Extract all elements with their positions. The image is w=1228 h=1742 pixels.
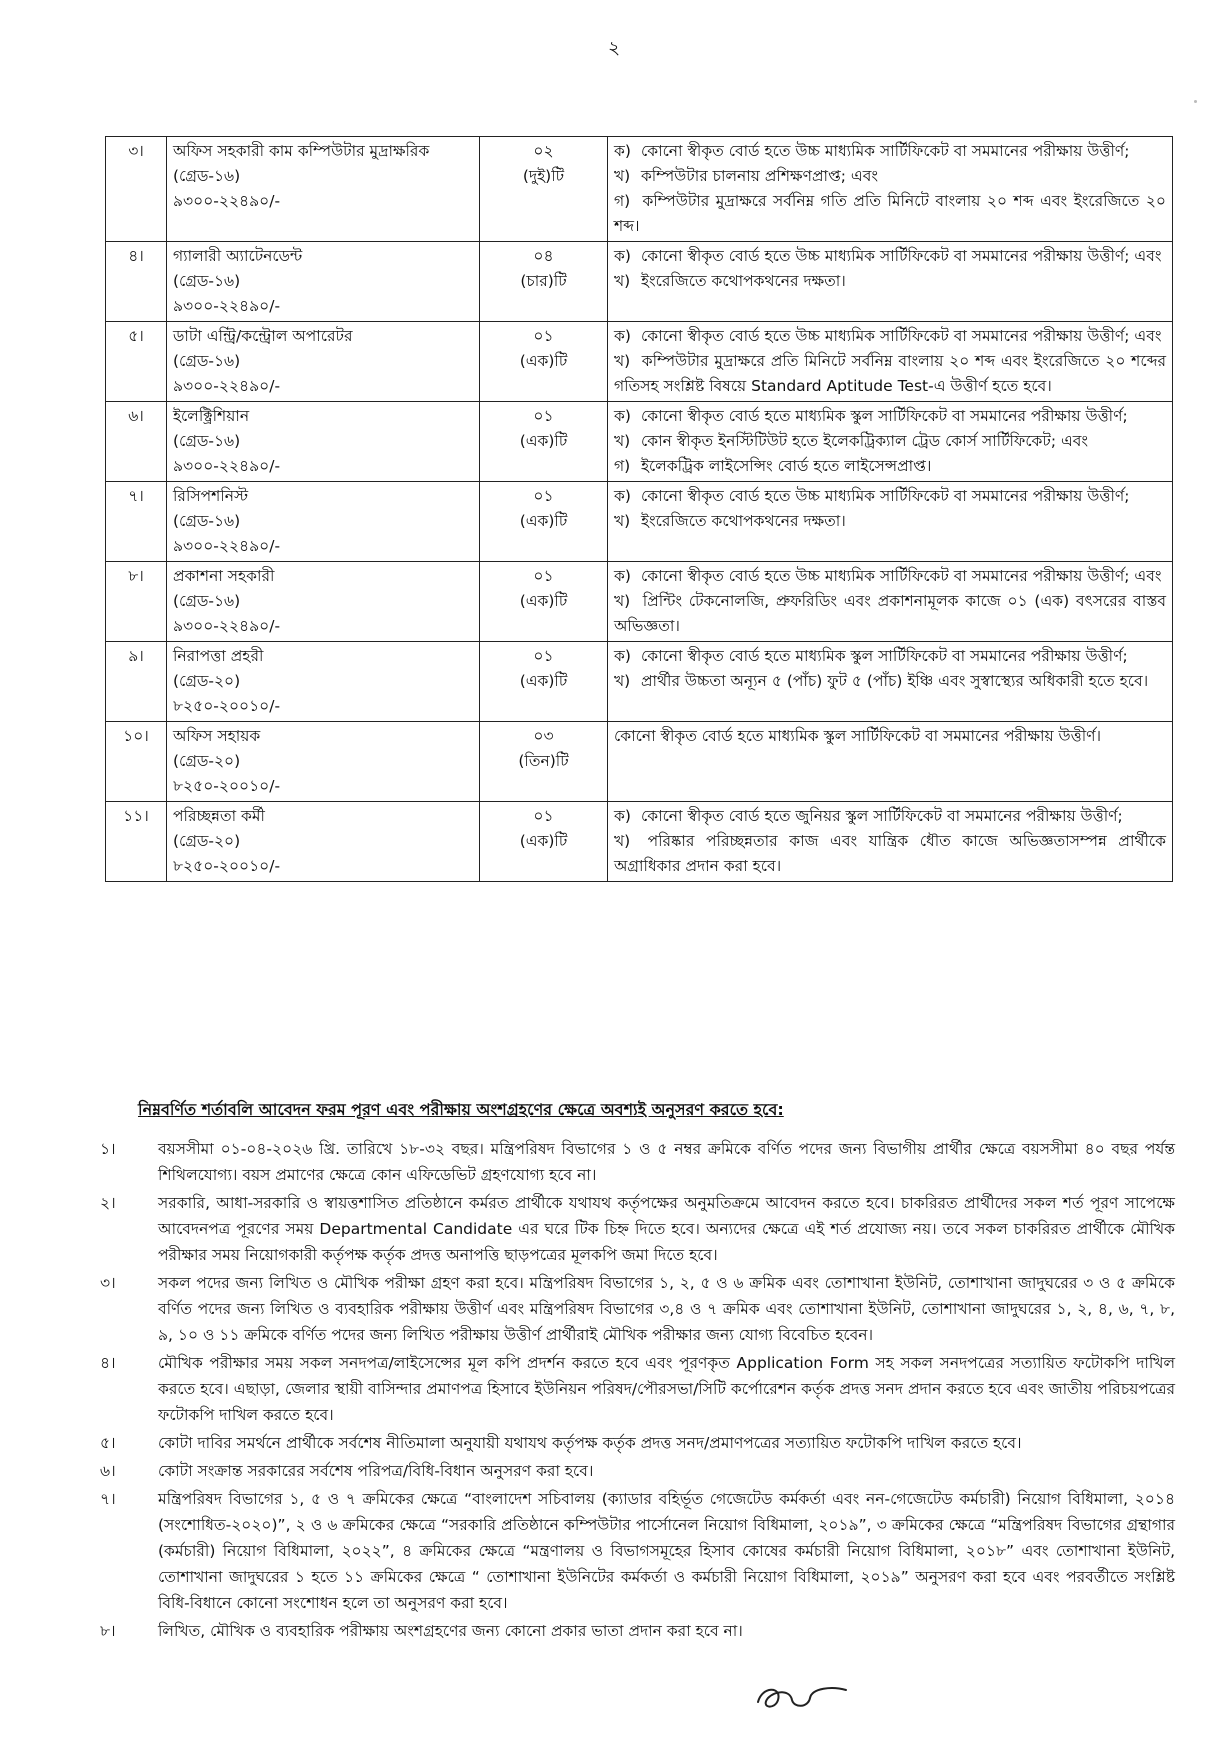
condition-text: সরকারি, আধা-সরকারি ও স্বায়ত্তশাসিত প্রতিষ্ঠানে কর্মরত প্রার্থীকে যথাযথ কর্তৃপক্ষের অনুমতিক্রমে আবেদন করতে হবে। চাকরিরত প্রার্থীদের সকল শর্ত পূরণ সাপেক্ষে আবেদনপত্র পূরণের সময় Departmental Candidate এর ঘরে টিক চিহ্ন দিতে হবে। অন্যদের ক্ষেত্রে এই শর্ত প্রযোজ্য নয়। তবে সকল চাকরিরত প্রার্থীকে মৌখিক পরীক্ষার সময় নিয়োগকারী কর্তৃপক্ষ কর্তৃক প্রদত্ত অনাপত্তি ছাড়পত্রের মূলকপি জমা দিতে হবে। <box>158 1194 1175 1264</box>
table-row <box>106 482 1173 562</box>
post-grade: (গ্রেড-১৬) <box>173 167 241 185</box>
qualification-text: কোনো স্বীকৃত বোর্ড হতে মাধ্যমিক স্কুল সার্টিফিকেট বা সমমানের পরীক্ষায় উত্তীর্ণ; <box>640 647 1128 665</box>
qualification-item <box>614 484 1166 509</box>
post-cell <box>167 137 480 242</box>
post-count-cell <box>480 322 608 402</box>
post-count: ০১ <box>533 647 554 665</box>
qualification-marker: খ) <box>614 432 631 450</box>
pay-scale: ৯৩০০-২২৪৯০/- <box>173 377 281 395</box>
post-cell <box>167 482 480 562</box>
qualification-item <box>614 589 1166 639</box>
qualification-cell <box>608 562 1173 642</box>
qualification-text: কোনো স্বীকৃত বোর্ড হতে মাধ্যমিক স্কুল সার্টিফিকেট বা সমমানের পরীক্ষায় উত্তীর্ণ। <box>614 727 1102 745</box>
condition-number: ৪। <box>100 1354 116 1372</box>
serial-number: ৬। <box>106 402 167 482</box>
qualification-marker: খ) <box>614 832 631 850</box>
post-cell <box>167 242 480 322</box>
posts-table <box>105 136 1173 882</box>
qualification-item <box>614 429 1166 454</box>
post-count-words: (তিন)টি <box>518 752 569 770</box>
qualification-cell <box>608 642 1173 722</box>
post-grade: (গ্রেড-১৬) <box>173 432 241 450</box>
condition-number: ৬। <box>100 1462 116 1480</box>
condition-text: সকল পদের জন্য লিখিত ও মৌখিক পরীক্ষা গ্রহণ করা হবে। মন্ত্রিপরিষদ বিভাগের ১, ২, ৫ ও ৬ ক্রমিক এবং তোশাখানা ইউনিট, তোশাখানা জাদুঘরের ৩ ও ৫ ক্রমিকে বর্ণিত পদের জন্য লিখিত ও ব্যবহারিক পরীক্ষায় উত্তীর্ণ এবং মন্ত্রিপরিষদ বিভাগের ৩,৪ ও ৭ ক্রমিক এবং তোশাখানা ইউনিট, তোশাখানা জাদুঘরের ১, ২, ৪, ৬, ৭, ৮, ৯, ১০ ও ১১ ক্রমিকে বর্ণিত পদের জন্য লিখিত পরীক্ষায় উত্তীর্ণ প্রার্থীরাই মৌখিক পরীক্ষার জন্য যোগ্য বিবেচিত হবেন। <box>158 1274 1175 1344</box>
condition-text: কোটা দাবির সমর্থনে প্রার্থীকে সর্বশেষ নীতিমালা অনুযায়ী যথাযথ কর্তৃপক্ষ কর্তৃক প্রদত্ত সনদ/প্রমাণপত্রের সত্যায়িত ফটোকপি দাখিল করতে হবে। <box>158 1434 1022 1452</box>
post-count-cell <box>480 137 608 242</box>
post-cell <box>167 402 480 482</box>
condition-text: লিখিত, মৌখিক ও ব্যবহারিক পরীক্ষায় অংশগ্রহণের জন্য কোনো প্রকার ভাতা প্রদান করা হবে না। <box>158 1622 743 1640</box>
qualification-marker: ক) <box>614 647 631 665</box>
qualification-item <box>614 509 1166 534</box>
qualification-item <box>614 139 1166 164</box>
post-grade: (গ্রেড-১৬) <box>173 592 241 610</box>
post-count: ০১ <box>533 407 554 425</box>
serial-number: ৩। <box>106 137 167 242</box>
post-count-words: (এক)টি <box>519 592 568 610</box>
qualification-text: কম্পিউটার মুদ্রাক্ষরে সর্বনিম্ন গতি প্রতি মিনিটে বাংলায় ২০ শব্দ এবং ইংরেজিতে ২০ শব্দ। <box>614 192 1166 235</box>
qualification-item <box>614 189 1166 239</box>
condition-number: ৮। <box>100 1622 116 1640</box>
post-title: রিসিপশনিস্ট <box>173 487 249 505</box>
post-count-words: (চার)টি <box>520 272 567 290</box>
post-title: পরিচ্ছন্নতা কর্মী <box>173 807 265 825</box>
qualification-item <box>614 349 1166 399</box>
table-row <box>106 642 1173 722</box>
table-row <box>106 802 1173 882</box>
qualification-marker: ক) <box>614 407 631 425</box>
qualification-text: কোনো স্বীকৃত বোর্ড হতে উচ্চ মাধ্যমিক সার্টিফিকেট বা সমমানের পরীক্ষায় উত্তীর্ণ; এবং <box>640 567 1162 585</box>
condition-item <box>100 1136 1175 1188</box>
post-count-words: (এক)টি <box>519 432 568 450</box>
post-count-cell <box>480 642 608 722</box>
table-row <box>106 562 1173 642</box>
pay-scale: ৯৩০০-২২৪৯০/- <box>173 457 281 475</box>
qualification-marker: ক) <box>614 142 631 160</box>
qualification-text: ইংরেজিতে কথোপকথনের দক্ষতা। <box>640 512 846 530</box>
qualification-cell <box>608 322 1173 402</box>
qualification-text: কোনো স্বীকৃত বোর্ড হতে জুনিয়র স্কুল সার্টিফিকেট বা সমমানের পরীক্ষায় উত্তীর্ণ; <box>640 807 1123 825</box>
post-count-cell <box>480 242 608 322</box>
post-cell <box>167 562 480 642</box>
qualification-marker: ক) <box>614 567 631 585</box>
condition-item <box>100 1270 1175 1348</box>
page-number: ২ <box>607 37 621 59</box>
qualification-text: কম্পিউটার মুদ্রাক্ষরে প্রতি মিনিটে সর্বনিম্ন বাংলায় ২০ শব্দ এবং ইংরেজিতে ২০ শব্দের গতিসহ সংশ্লিষ্ট বিষয়ে Standard Aptitude Test-এ উত্তীর্ণ হতে হবে। <box>614 352 1166 395</box>
serial-number: ৫। <box>106 322 167 402</box>
qualification-item <box>614 644 1166 669</box>
post-count-cell <box>480 722 608 802</box>
qualification-cell <box>608 722 1173 802</box>
qualification-marker: ক) <box>614 807 631 825</box>
condition-item <box>100 1190 1175 1268</box>
serial-number: ৭। <box>106 482 167 562</box>
post-title: প্রকাশনা সহকারী <box>173 567 275 585</box>
post-grade: (গ্রেড-১৬) <box>173 272 241 290</box>
pay-scale: ৯৩০০-২২৪৯০/- <box>173 617 281 635</box>
post-grade: (গ্রেড-১৬) <box>173 352 241 370</box>
table-row <box>106 242 1173 322</box>
post-grade: (গ্রেড-২০) <box>173 832 241 850</box>
conditions-list <box>100 1136 1175 1646</box>
scan-speck <box>1194 100 1197 103</box>
qualification-text: কোনো স্বীকৃত বোর্ড হতে মাধ্যমিক স্কুল সার্টিফিকেট বা সমমানের পরীক্ষায় উত্তীর্ণ; <box>640 407 1128 425</box>
condition-number: ৫। <box>100 1434 116 1452</box>
qualification-item <box>614 829 1166 879</box>
condition-item <box>100 1430 1175 1456</box>
qualification-item <box>614 564 1166 589</box>
conditions-heading: নিম্নবর্ণিত শর্তাবলি আবেদন ফরম পূরণ এবং পরীক্ষায় অংশগ্রহণের ক্ষেত্রে অবশ্যই অনুসরণ করতে হবে: <box>138 1100 784 1119</box>
qualification-text: প্রিন্টিং টেকনোলজি, প্রুফরিডিং এবং প্রকাশনামূলক কাজে ০১ (এক) বৎসরের বাস্তব অভিজ্ঞতা। <box>614 592 1166 635</box>
qualification-marker: খ) <box>614 592 631 610</box>
qualification-marker: খ) <box>614 352 631 370</box>
qualification-item <box>614 244 1166 269</box>
qualification-item <box>614 454 1166 479</box>
posts-table-body <box>106 137 1173 882</box>
qualification-text: পরিষ্কার পরিচ্ছন্নতার কাজ এবং যান্ত্রিক ধৌত কাজে অভিজ্ঞতাসম্পন্ন প্রার্থীকে অগ্রাধিকার প্রদান করা হবে। <box>614 832 1166 875</box>
qualification-cell <box>608 802 1173 882</box>
post-cell <box>167 802 480 882</box>
table-row <box>106 322 1173 402</box>
post-count: ০২ <box>533 142 554 160</box>
condition-item <box>100 1618 1175 1644</box>
qualification-text: কোনো স্বীকৃত বোর্ড হতে উচ্চ মাধ্যমিক সার্টিফিকেট বা সমমানের পরীক্ষায় উত্তীর্ণ; এবং <box>640 327 1162 345</box>
post-count-words: (এক)টি <box>519 672 568 690</box>
post-count-cell <box>480 562 608 642</box>
qualification-cell <box>608 137 1173 242</box>
condition-number: ৭। <box>100 1490 116 1508</box>
qualification-text: কোনো স্বীকৃত বোর্ড হতে উচ্চ মাধ্যমিক সার্টিফিকেট বা সমমানের পরীক্ষায় উত্তীর্ণ; <box>640 142 1130 160</box>
post-count: ০৪ <box>533 247 554 265</box>
post-count-words: (এক)টি <box>519 352 568 370</box>
condition-number: ১। <box>100 1140 116 1158</box>
qualification-marker: গ) <box>614 192 631 210</box>
qualification-item <box>614 724 1166 749</box>
qualification-marker: খ) <box>614 167 631 185</box>
qualification-text: ইলেকট্রিক লাইসেন্সিং বোর্ড হতে লাইসেন্সপ্রাপ্ত। <box>640 457 932 475</box>
post-count: ০১ <box>533 567 554 585</box>
post-count-cell <box>480 482 608 562</box>
qualification-text: কোন স্বীকৃত ইনস্টিটিউট হতে ইলেকট্রিক্যাল ট্রেড কোর্স সার্টিফিকেট; এবং <box>640 432 1089 450</box>
post-cell <box>167 722 480 802</box>
qualification-item <box>614 804 1166 829</box>
post-count-words: (এক)টি <box>519 832 568 850</box>
serial-number: ৪। <box>106 242 167 322</box>
condition-text: মৌখিক পরীক্ষার সময় সকল সনদপত্র/লাইসেন্সের মূল কপি প্রদর্শন করতে হবে এবং পূরণকৃত Application Form সহ সকল সনদপত্রের সত্যায়িত ফটোকপি দাখিল করতে হবে। এছাড়া, জেলার স্থায়ী বাসিন্দার প্রমাণপত্র হিসাবে ইউনিয়ন পরিষদ/পৌরসভা/সিটি কর্পোরেশন কর্তৃক প্রদত্ত সনদ প্রদান করতে হবে এবং জাতীয় পরিচয়পত্রের ফটোকপি দাখিল করতে হবে। <box>158 1354 1175 1424</box>
condition-item <box>100 1458 1175 1484</box>
condition-number: ২। <box>100 1194 116 1212</box>
post-count-words: (দুই)টি <box>522 167 565 185</box>
condition-text: বয়সসীমা ০১-০৪-২০২৬ খ্রি. তারিখে ১৮-৩২ বছর। মন্ত্রিপরিষদ বিভাগের ১ ও ৫ নম্বর ক্রমিকে বর্ণিত পদের জন্য বিভাগীয় প্রার্থীর ক্ষেত্রে বয়সসীমা ৪০ বছর পর্যন্ত শিথিলযোগ্য। বয়স প্রমাণের ক্ষেত্রে কোন এফিডেভিট গ্রহণযোগ্য হবে না। <box>158 1140 1175 1184</box>
qualification-item <box>614 164 1166 189</box>
post-grade: (গ্রেড-২০) <box>173 752 241 770</box>
table-row <box>106 722 1173 802</box>
post-cell <box>167 322 480 402</box>
condition-text: কোটা সংক্রান্ত সরকারের সর্বশেষ পরিপত্র/বিধি-বিধান অনুসরণ করা হবে। <box>158 1462 594 1480</box>
pay-scale: ৮২৫০-২০০১০/- <box>173 857 281 875</box>
serial-number: ১১। <box>106 802 167 882</box>
condition-item <box>100 1350 1175 1428</box>
pay-scale: ৮২৫০-২০০১০/- <box>173 777 281 795</box>
post-count: ০১ <box>533 327 554 345</box>
table-row <box>106 402 1173 482</box>
qualification-text: কম্পিউটার চালনায় প্রশিক্ষণপ্রাপ্ত; এবং <box>640 167 879 185</box>
qualification-text: প্রার্থীর উচ্চতা অন্যূন ৫ (পাঁচ) ফুট ৫ (পাঁচ) ইঞ্চি এবং সুস্বাস্থ্যের অধিকারী হতে হবে। <box>640 672 1149 690</box>
post-grade: (গ্রেড-২০) <box>173 672 241 690</box>
serial-number: ৯। <box>106 642 167 722</box>
post-count-cell <box>480 402 608 482</box>
table-row <box>106 137 1173 242</box>
qualification-marker: খ) <box>614 272 631 290</box>
post-title: গ্যালারী অ্যাটেনডেন্ট <box>173 247 303 265</box>
pay-scale: ৯৩০০-২২৪৯০/- <box>173 192 281 210</box>
serial-number: ৮। <box>106 562 167 642</box>
qualification-cell <box>608 242 1173 322</box>
qualification-text: কোনো স্বীকৃত বোর্ড হতে উচ্চ মাধ্যমিক সার্টিফিকেট বা সমমানের পরীক্ষায় উত্তীর্ণ; এবং <box>640 247 1162 265</box>
post-count-words: (এক)টি <box>519 512 568 530</box>
qualification-item <box>614 324 1166 349</box>
qualification-item <box>614 404 1166 429</box>
qualification-text: ইংরেজিতে কথোপকথনের দক্ষতা। <box>640 272 846 290</box>
post-title: নিরাপত্তা প্রহরী <box>173 647 264 665</box>
qualification-marker: খ) <box>614 672 631 690</box>
condition-text: মন্ত্রিপরিষদ বিভাগের ১, ৫ ও ৭ ক্রমিকের ক্ষেত্রে “বাংলাদেশ সচিবালয় (ক্যাডার বহির্ভূত গেজেটেড কর্মকর্তা এবং নন-গেজেটেড কর্মচারী) নিয়োগ বিধিমালা, ২০১৪ (সংশোধিত-২০২০)”, ২ ও ৬ ক্রমিকের ক্ষেত্রে “সরকারি প্রতিষ্ঠানে কম্পিউটার পার্সোনেল নিয়োগ বিধিমালা, ২০১৯”, ৩ ক্রমিকের ক্ষেত্রে “মন্ত্রিপরিষদ বিভাগের গ্রন্থাগার (কর্মচারী) নিয়োগ বিধিমালা, ২০২২”, ৪ ক্রমিকের ক্ষেত্রে “মন্ত্রণালয় ও বিভাগসমূহের হিসাব কোষের কর্মচারী নিয়োগ বিধিমালা, ২০১৮” এবং তোশাখানা ইউনিট, তোশাখানা জাদুঘরের ১ হতে ১১ ক্রমিকের ক্ষেত্রে “ তোশাখানা ইউনিটের কর্মকর্তা ও কর্মচারী নিয়োগ বিধিমালা, ২০১৯” অনুসরণ করা হবে এবং পরবর্তীতে সংশ্লিষ্ট বিধি-বিধানে কোনো সংশোধন হলে তা অনুসরণ করা হবে। <box>158 1490 1175 1612</box>
qualification-cell <box>608 482 1173 562</box>
qualification-marker: গ) <box>614 457 631 475</box>
post-title: ডাটা এন্ট্রি/কন্ট্রোল অপারেটর <box>173 327 353 345</box>
signature-mark <box>748 1668 868 1716</box>
pay-scale: ৯৩০০-২২৪৯০/- <box>173 297 281 315</box>
post-cell <box>167 642 480 722</box>
pay-scale: ৮২৫০-২০০১০/- <box>173 697 281 715</box>
qualification-item <box>614 269 1166 294</box>
serial-number: ১০। <box>106 722 167 802</box>
qualification-marker: ক) <box>614 247 631 265</box>
post-grade: (গ্রেড-১৬) <box>173 512 241 530</box>
qualification-marker: খ) <box>614 512 631 530</box>
post-title: অফিস সহকারী কাম কম্পিউটার মুদ্রাক্ষরিক <box>173 142 430 160</box>
post-title: ইলেক্ট্রিশিয়ান <box>173 407 250 425</box>
post-count: ০১ <box>533 807 554 825</box>
post-count-cell <box>480 802 608 882</box>
pay-scale: ৯৩০০-২২৪৯০/- <box>173 537 281 555</box>
post-count: ০৩ <box>533 727 554 745</box>
qualification-cell <box>608 402 1173 482</box>
qualification-text: কোনো স্বীকৃত বোর্ড হতে উচ্চ মাধ্যমিক সার্টিফিকেট বা সমমানের পরীক্ষায় উত্তীর্ণ; <box>640 487 1130 505</box>
condition-item <box>100 1486 1175 1616</box>
qualification-item <box>614 669 1166 694</box>
qualification-marker: ক) <box>614 327 631 345</box>
post-count: ০১ <box>533 487 554 505</box>
condition-number: ৩। <box>100 1274 116 1292</box>
post-title: অফিস সহায়ক <box>173 727 261 745</box>
qualification-marker: ক) <box>614 487 631 505</box>
